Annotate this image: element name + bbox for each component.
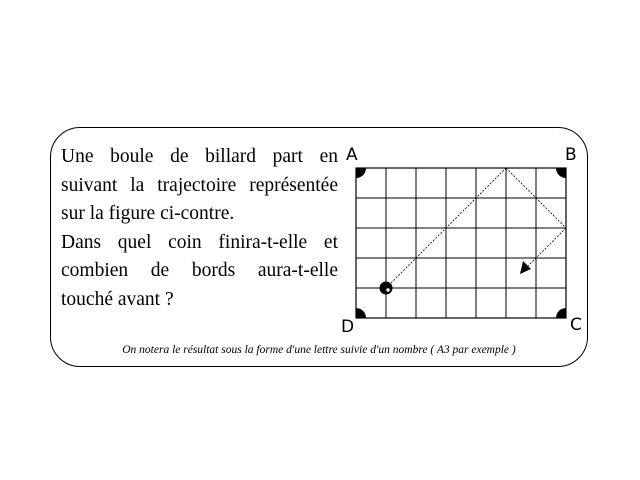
corner-label-c: C bbox=[570, 315, 582, 335]
billiard-ball-icon bbox=[380, 282, 393, 295]
corner-label-b: B bbox=[565, 145, 577, 165]
question-paragraph-1: Une boule de billard part en suivant la trajectoire représentée sur la figure ci-contre. bbox=[61, 146, 338, 224]
corner-label-d: D bbox=[341, 317, 355, 337]
corner-label-a: A bbox=[346, 145, 358, 165]
direction-arrow-icon bbox=[520, 261, 531, 274]
table-border bbox=[356, 168, 566, 318]
corner-pockets bbox=[356, 168, 566, 318]
answer-format-note: On notera le résultat sous la forme d'une lettre suivie d'un nombre ( A3 par exemple ) bbox=[122, 344, 516, 356]
pocket-c bbox=[556, 308, 566, 318]
pocket-a bbox=[356, 168, 366, 178]
pocket-b bbox=[556, 168, 566, 178]
grid bbox=[356, 168, 566, 318]
question-paragraph-2: Dans quel coin finira-t-elle et combien de bords aura-t-elle touché avant ? bbox=[61, 231, 338, 310]
pocket-d bbox=[356, 308, 366, 318]
